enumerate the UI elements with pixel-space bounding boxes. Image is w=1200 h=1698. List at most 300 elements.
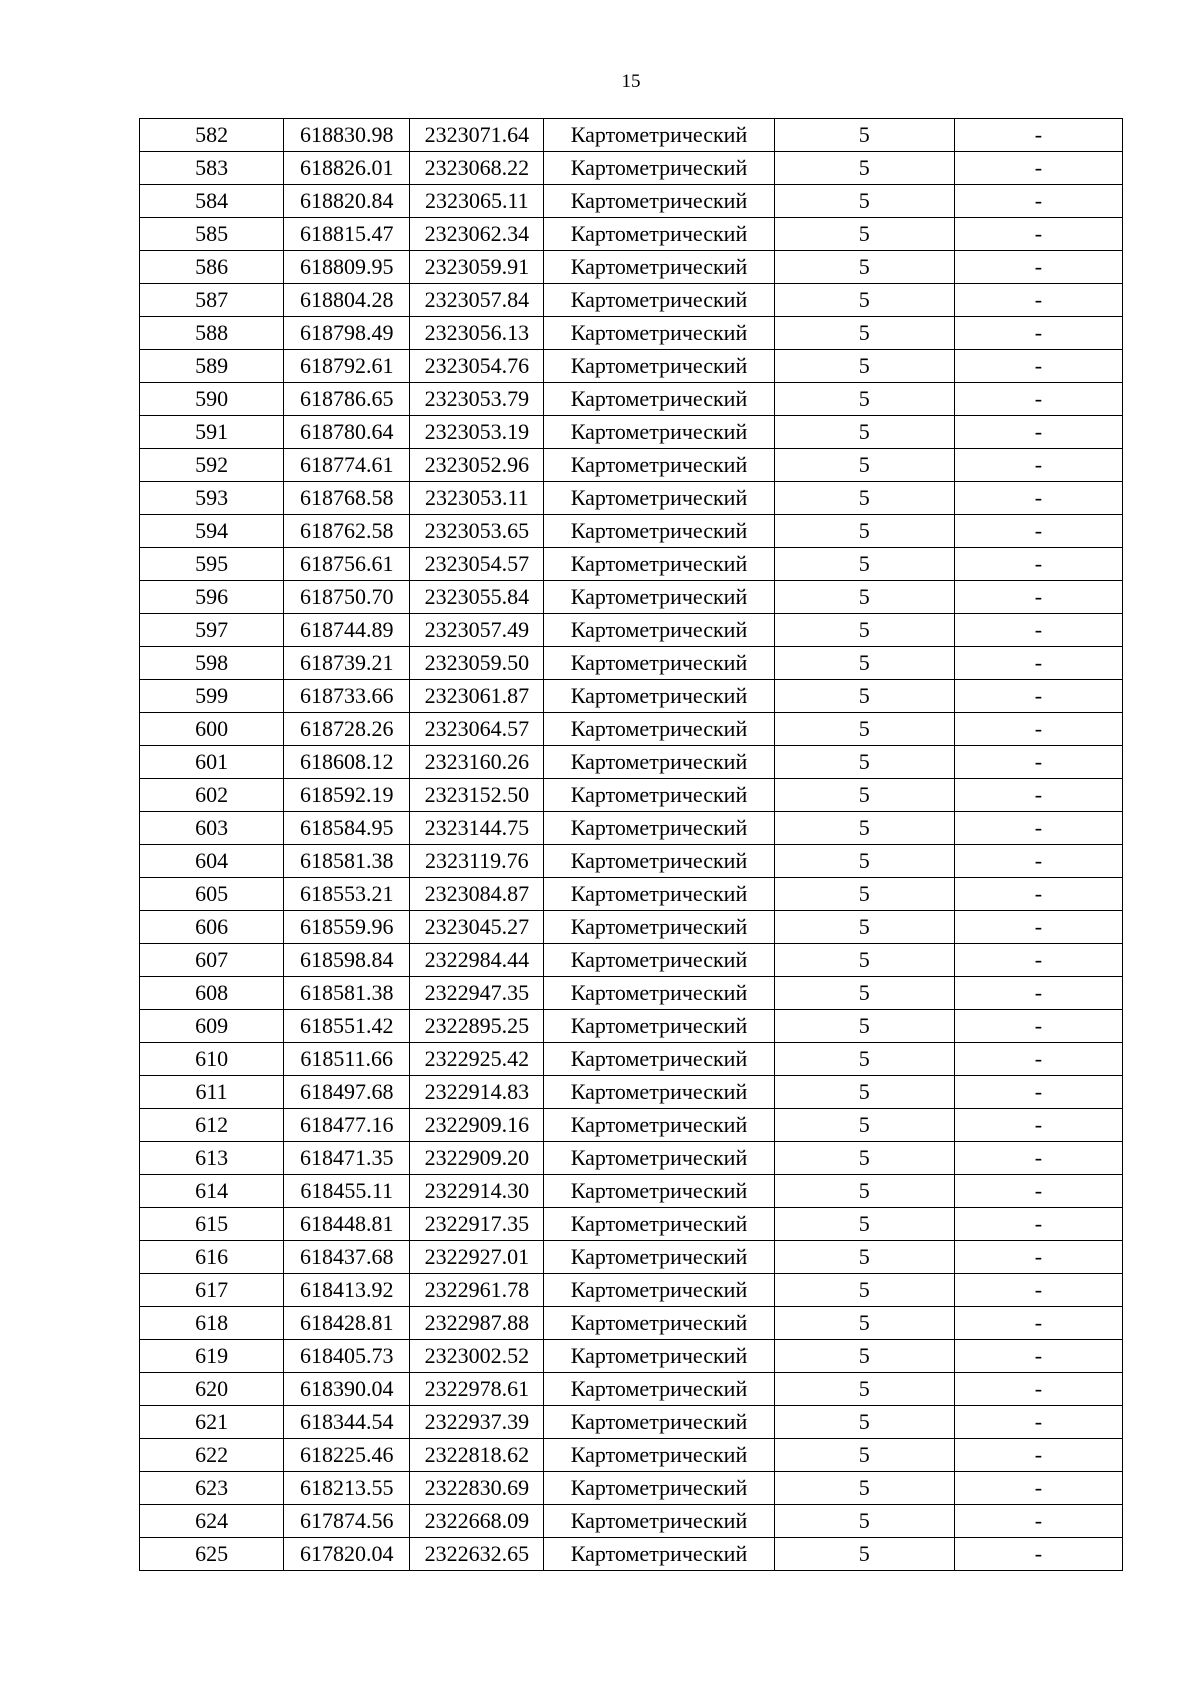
method-cell: Картометрический (544, 1142, 774, 1175)
description-cell: - (954, 416, 1122, 449)
description-cell: - (954, 1175, 1122, 1208)
method-cell: Картометрический (544, 119, 774, 152)
x-coordinate-cell: 618511.66 (284, 1043, 410, 1076)
method-cell: Картометрический (544, 383, 774, 416)
y-coordinate-cell: 2323152.50 (410, 779, 544, 812)
point-number-cell: 611 (140, 1076, 284, 1109)
method-cell: Картометрический (544, 845, 774, 878)
method-cell: Картометрический (544, 251, 774, 284)
point-number-cell: 607 (140, 944, 284, 977)
accuracy-cell: 5 (774, 548, 954, 581)
point-number-cell: 606 (140, 911, 284, 944)
description-cell: - (954, 449, 1122, 482)
table-row (140, 845, 1123, 878)
y-coordinate-cell: 2322668.09 (410, 1505, 544, 1538)
x-coordinate-cell: 618213.55 (284, 1472, 410, 1505)
x-coordinate-cell: 618225.46 (284, 1439, 410, 1472)
accuracy-cell: 5 (774, 977, 954, 1010)
table-row (140, 119, 1123, 152)
accuracy-cell: 5 (774, 482, 954, 515)
table-row (140, 1505, 1123, 1538)
method-cell: Картометрический (544, 812, 774, 845)
method-cell: Картометрический (544, 449, 774, 482)
table-row (140, 152, 1123, 185)
accuracy-cell: 5 (774, 119, 954, 152)
table-row (140, 1274, 1123, 1307)
accuracy-cell: 5 (774, 911, 954, 944)
y-coordinate-cell: 2323054.57 (410, 548, 544, 581)
table-row (140, 1307, 1123, 1340)
table-row (140, 680, 1123, 713)
accuracy-cell: 5 (774, 515, 954, 548)
description-cell: - (954, 515, 1122, 548)
accuracy-cell: 5 (774, 647, 954, 680)
accuracy-cell: 5 (774, 1505, 954, 1538)
table-row (140, 1175, 1123, 1208)
x-coordinate-cell: 618774.61 (284, 449, 410, 482)
table-row (140, 713, 1123, 746)
accuracy-cell: 5 (774, 416, 954, 449)
table-row (140, 878, 1123, 911)
accuracy-cell: 5 (774, 845, 954, 878)
point-number-cell: 609 (140, 1010, 284, 1043)
y-coordinate-cell: 2322937.39 (410, 1406, 544, 1439)
y-coordinate-cell: 2323053.79 (410, 383, 544, 416)
x-coordinate-cell: 617820.04 (284, 1538, 410, 1571)
point-number-cell: 595 (140, 548, 284, 581)
description-cell: - (954, 185, 1122, 218)
description-cell: - (954, 1439, 1122, 1472)
table-row (140, 1010, 1123, 1043)
method-cell: Картометрический (544, 1076, 774, 1109)
accuracy-cell: 5 (774, 317, 954, 350)
x-coordinate-cell: 618581.38 (284, 845, 410, 878)
method-cell: Картометрический (544, 878, 774, 911)
description-cell: - (954, 1472, 1122, 1505)
accuracy-cell: 5 (774, 152, 954, 185)
accuracy-cell: 5 (774, 944, 954, 977)
point-number-cell: 590 (140, 383, 284, 416)
point-number-cell: 584 (140, 185, 284, 218)
description-cell: - (954, 977, 1122, 1010)
y-coordinate-cell: 2323045.27 (410, 911, 544, 944)
accuracy-cell: 5 (774, 1142, 954, 1175)
x-coordinate-cell: 618581.38 (284, 977, 410, 1010)
point-number-cell: 621 (140, 1406, 284, 1439)
accuracy-cell: 5 (774, 1076, 954, 1109)
method-cell: Картометрический (544, 152, 774, 185)
y-coordinate-cell: 2322914.30 (410, 1175, 544, 1208)
point-number-cell: 587 (140, 284, 284, 317)
x-coordinate-cell: 618809.95 (284, 251, 410, 284)
x-coordinate-cell: 618780.64 (284, 416, 410, 449)
coordinates-table (139, 118, 1123, 1571)
point-number-cell: 596 (140, 581, 284, 614)
accuracy-cell: 5 (774, 251, 954, 284)
method-cell: Картометрический (544, 548, 774, 581)
y-coordinate-cell: 2322978.61 (410, 1373, 544, 1406)
x-coordinate-cell: 618551.42 (284, 1010, 410, 1043)
point-number-cell: 597 (140, 614, 284, 647)
table-row (140, 1076, 1123, 1109)
accuracy-cell: 5 (774, 1472, 954, 1505)
point-number-cell: 589 (140, 350, 284, 383)
point-number-cell: 622 (140, 1439, 284, 1472)
y-coordinate-cell: 2322818.62 (410, 1439, 544, 1472)
table-row (140, 812, 1123, 845)
point-number-cell: 599 (140, 680, 284, 713)
table-row (140, 1208, 1123, 1241)
table-row (140, 1538, 1123, 1571)
y-coordinate-cell: 2323002.52 (410, 1340, 544, 1373)
point-number-cell: 620 (140, 1373, 284, 1406)
table-row (140, 218, 1123, 251)
point-number-cell: 604 (140, 845, 284, 878)
table-row (140, 1340, 1123, 1373)
y-coordinate-cell: 2323068.22 (410, 152, 544, 185)
description-cell: - (954, 284, 1122, 317)
method-cell: Картометрический (544, 1406, 774, 1439)
x-coordinate-cell: 618428.81 (284, 1307, 410, 1340)
y-coordinate-cell: 2322917.35 (410, 1208, 544, 1241)
point-number-cell: 615 (140, 1208, 284, 1241)
y-coordinate-cell: 2322925.42 (410, 1043, 544, 1076)
method-cell: Картометрический (544, 977, 774, 1010)
description-cell: - (954, 251, 1122, 284)
method-cell: Картометрический (544, 416, 774, 449)
point-number-cell: 623 (140, 1472, 284, 1505)
method-cell: Картометрический (544, 1175, 774, 1208)
method-cell: Картометрический (544, 614, 774, 647)
description-cell: - (954, 1538, 1122, 1571)
method-cell: Картометрический (544, 1505, 774, 1538)
table-row (140, 1373, 1123, 1406)
y-coordinate-cell: 2323055.84 (410, 581, 544, 614)
x-coordinate-cell: 618390.04 (284, 1373, 410, 1406)
y-coordinate-cell: 2323059.50 (410, 647, 544, 680)
point-number-cell: 618 (140, 1307, 284, 1340)
description-cell: - (954, 119, 1122, 152)
table-row (140, 251, 1123, 284)
x-coordinate-cell: 618739.21 (284, 647, 410, 680)
description-cell: - (954, 1241, 1122, 1274)
y-coordinate-cell: 2323053.65 (410, 515, 544, 548)
table-row (140, 779, 1123, 812)
accuracy-cell: 5 (774, 878, 954, 911)
x-coordinate-cell: 618728.26 (284, 713, 410, 746)
x-coordinate-cell: 618553.21 (284, 878, 410, 911)
description-cell: - (954, 878, 1122, 911)
x-coordinate-cell: 618768.58 (284, 482, 410, 515)
y-coordinate-cell: 2323065.11 (410, 185, 544, 218)
x-coordinate-cell: 618584.95 (284, 812, 410, 845)
point-number-cell: 612 (140, 1109, 284, 1142)
description-cell: - (954, 1208, 1122, 1241)
accuracy-cell: 5 (774, 1043, 954, 1076)
method-cell: Картометрический (544, 1340, 774, 1373)
accuracy-cell: 5 (774, 1175, 954, 1208)
point-number-cell: 602 (140, 779, 284, 812)
point-number-cell: 603 (140, 812, 284, 845)
accuracy-cell: 5 (774, 680, 954, 713)
accuracy-cell: 5 (774, 1241, 954, 1274)
point-number-cell: 610 (140, 1043, 284, 1076)
x-coordinate-cell: 618786.65 (284, 383, 410, 416)
description-cell: - (954, 779, 1122, 812)
y-coordinate-cell: 2323059.91 (410, 251, 544, 284)
method-cell: Картометрический (544, 680, 774, 713)
method-cell: Картометрический (544, 317, 774, 350)
table-row (140, 581, 1123, 614)
accuracy-cell: 5 (774, 1307, 954, 1340)
table-row (140, 1406, 1123, 1439)
point-number-cell: 616 (140, 1241, 284, 1274)
x-coordinate-cell: 618413.92 (284, 1274, 410, 1307)
method-cell: Картометрический (544, 944, 774, 977)
x-coordinate-cell: 618804.28 (284, 284, 410, 317)
table-row (140, 383, 1123, 416)
y-coordinate-cell: 2322909.16 (410, 1109, 544, 1142)
description-cell: - (954, 1010, 1122, 1043)
y-coordinate-cell: 2322632.65 (410, 1538, 544, 1571)
accuracy-cell: 5 (774, 713, 954, 746)
method-cell: Картометрический (544, 185, 774, 218)
description-cell: - (954, 383, 1122, 416)
description-cell: - (954, 845, 1122, 878)
method-cell: Картометрический (544, 284, 774, 317)
table-row (140, 977, 1123, 1010)
y-coordinate-cell: 2322895.25 (410, 1010, 544, 1043)
y-coordinate-cell: 2323160.26 (410, 746, 544, 779)
y-coordinate-cell: 2322984.44 (410, 944, 544, 977)
table-row (140, 548, 1123, 581)
accuracy-cell: 5 (774, 1274, 954, 1307)
description-cell: - (954, 1142, 1122, 1175)
method-cell: Картометрический (544, 482, 774, 515)
table-row (140, 944, 1123, 977)
description-cell: - (954, 1274, 1122, 1307)
accuracy-cell: 5 (774, 1538, 954, 1571)
point-number-cell: 624 (140, 1505, 284, 1538)
table-row (140, 1043, 1123, 1076)
point-number-cell: 594 (140, 515, 284, 548)
table-row (140, 350, 1123, 383)
coordinates-table-body (140, 119, 1123, 1571)
point-number-cell: 608 (140, 977, 284, 1010)
description-cell: - (954, 1406, 1122, 1439)
x-coordinate-cell: 618477.16 (284, 1109, 410, 1142)
x-coordinate-cell: 618756.61 (284, 548, 410, 581)
table-row (140, 1241, 1123, 1274)
accuracy-cell: 5 (774, 1439, 954, 1472)
description-cell: - (954, 944, 1122, 977)
description-cell: - (954, 218, 1122, 251)
table-row (140, 647, 1123, 680)
description-cell: - (954, 911, 1122, 944)
description-cell: - (954, 746, 1122, 779)
y-coordinate-cell: 2323061.87 (410, 680, 544, 713)
y-coordinate-cell: 2323064.57 (410, 713, 544, 746)
method-cell: Картометрический (544, 1472, 774, 1505)
method-cell: Картометрический (544, 1274, 774, 1307)
point-number-cell: 586 (140, 251, 284, 284)
y-coordinate-cell: 2322927.01 (410, 1241, 544, 1274)
y-coordinate-cell: 2323056.13 (410, 317, 544, 350)
point-number-cell: 600 (140, 713, 284, 746)
method-cell: Картометрический (544, 350, 774, 383)
x-coordinate-cell: 618497.68 (284, 1076, 410, 1109)
accuracy-cell: 5 (774, 812, 954, 845)
x-coordinate-cell: 618598.84 (284, 944, 410, 977)
accuracy-cell: 5 (774, 449, 954, 482)
y-coordinate-cell: 2322909.20 (410, 1142, 544, 1175)
table-row (140, 185, 1123, 218)
accuracy-cell: 5 (774, 1109, 954, 1142)
point-number-cell: 617 (140, 1274, 284, 1307)
method-cell: Картометрический (544, 911, 774, 944)
accuracy-cell: 5 (774, 185, 954, 218)
description-cell: - (954, 1307, 1122, 1340)
table-row (140, 1439, 1123, 1472)
method-cell: Картометрический (544, 1307, 774, 1340)
y-coordinate-cell: 2322987.88 (410, 1307, 544, 1340)
description-cell: - (954, 812, 1122, 845)
method-cell: Картометрический (544, 647, 774, 680)
description-cell: - (954, 1505, 1122, 1538)
y-coordinate-cell: 2323052.96 (410, 449, 544, 482)
x-coordinate-cell: 618826.01 (284, 152, 410, 185)
point-number-cell: 591 (140, 416, 284, 449)
x-coordinate-cell: 617874.56 (284, 1505, 410, 1538)
y-coordinate-cell: 2323057.49 (410, 614, 544, 647)
point-number-cell: 598 (140, 647, 284, 680)
x-coordinate-cell: 618820.84 (284, 185, 410, 218)
table-row (140, 449, 1123, 482)
y-coordinate-cell: 2323053.11 (410, 482, 544, 515)
method-cell: Картометрический (544, 581, 774, 614)
description-cell: - (954, 680, 1122, 713)
method-cell: Картометрический (544, 218, 774, 251)
x-coordinate-cell: 618830.98 (284, 119, 410, 152)
method-cell: Картометрический (544, 746, 774, 779)
y-coordinate-cell: 2323054.76 (410, 350, 544, 383)
x-coordinate-cell: 618762.58 (284, 515, 410, 548)
table-row (140, 515, 1123, 548)
point-number-cell: 613 (140, 1142, 284, 1175)
method-cell: Картометрический (544, 1241, 774, 1274)
y-coordinate-cell: 2322961.78 (410, 1274, 544, 1307)
table-row (140, 1472, 1123, 1505)
y-coordinate-cell: 2323057.84 (410, 284, 544, 317)
table-row (140, 416, 1123, 449)
description-cell: - (954, 152, 1122, 185)
method-cell: Картометрический (544, 1109, 774, 1142)
method-cell: Картометрический (544, 1010, 774, 1043)
accuracy-cell: 5 (774, 581, 954, 614)
accuracy-cell: 5 (774, 1208, 954, 1241)
point-number-cell: 625 (140, 1538, 284, 1571)
description-cell: - (954, 1373, 1122, 1406)
y-coordinate-cell: 2323144.75 (410, 812, 544, 845)
x-coordinate-cell: 618815.47 (284, 218, 410, 251)
method-cell: Картометрический (544, 1538, 774, 1571)
table-row (140, 911, 1123, 944)
accuracy-cell: 5 (774, 1373, 954, 1406)
x-coordinate-cell: 618559.96 (284, 911, 410, 944)
description-cell: - (954, 581, 1122, 614)
point-number-cell: 588 (140, 317, 284, 350)
x-coordinate-cell: 618744.89 (284, 614, 410, 647)
point-number-cell: 619 (140, 1340, 284, 1373)
description-cell: - (954, 482, 1122, 515)
x-coordinate-cell: 618608.12 (284, 746, 410, 779)
accuracy-cell: 5 (774, 284, 954, 317)
accuracy-cell: 5 (774, 218, 954, 251)
point-number-cell: 605 (140, 878, 284, 911)
description-cell: - (954, 1043, 1122, 1076)
point-number-cell: 614 (140, 1175, 284, 1208)
y-coordinate-cell: 2323119.76 (410, 845, 544, 878)
method-cell: Картометрический (544, 713, 774, 746)
description-cell: - (954, 548, 1122, 581)
description-cell: - (954, 1076, 1122, 1109)
method-cell: Картометрический (544, 1208, 774, 1241)
point-number-cell: 582 (140, 119, 284, 152)
table-row (140, 746, 1123, 779)
table-row (140, 614, 1123, 647)
y-coordinate-cell: 2322947.35 (410, 977, 544, 1010)
x-coordinate-cell: 618448.81 (284, 1208, 410, 1241)
accuracy-cell: 5 (774, 1340, 954, 1373)
point-number-cell: 583 (140, 152, 284, 185)
description-cell: - (954, 614, 1122, 647)
method-cell: Картометрический (544, 1439, 774, 1472)
accuracy-cell: 5 (774, 383, 954, 416)
accuracy-cell: 5 (774, 746, 954, 779)
point-number-cell: 592 (140, 449, 284, 482)
point-number-cell: 593 (140, 482, 284, 515)
table-row (140, 317, 1123, 350)
table-row (140, 482, 1123, 515)
description-cell: - (954, 350, 1122, 383)
description-cell: - (954, 1340, 1122, 1373)
x-coordinate-cell: 618437.68 (284, 1241, 410, 1274)
x-coordinate-cell: 618471.35 (284, 1142, 410, 1175)
accuracy-cell: 5 (774, 1010, 954, 1043)
table-row (140, 1142, 1123, 1175)
x-coordinate-cell: 618750.70 (284, 581, 410, 614)
y-coordinate-cell: 2323062.34 (410, 218, 544, 251)
x-coordinate-cell: 618344.54 (284, 1406, 410, 1439)
method-cell: Картометрический (544, 779, 774, 812)
accuracy-cell: 5 (774, 350, 954, 383)
x-coordinate-cell: 618592.19 (284, 779, 410, 812)
method-cell: Картометрический (544, 1373, 774, 1406)
accuracy-cell: 5 (774, 1406, 954, 1439)
table-row (140, 1109, 1123, 1142)
y-coordinate-cell: 2323084.87 (410, 878, 544, 911)
method-cell: Картометрический (544, 515, 774, 548)
accuracy-cell: 5 (774, 614, 954, 647)
y-coordinate-cell: 2323071.64 (410, 119, 544, 152)
method-cell: Картометрический (544, 1043, 774, 1076)
y-coordinate-cell: 2322830.69 (410, 1472, 544, 1505)
x-coordinate-cell: 618733.66 (284, 680, 410, 713)
point-number-cell: 585 (140, 218, 284, 251)
description-cell: - (954, 647, 1122, 680)
x-coordinate-cell: 618405.73 (284, 1340, 410, 1373)
y-coordinate-cell: 2322914.83 (410, 1076, 544, 1109)
